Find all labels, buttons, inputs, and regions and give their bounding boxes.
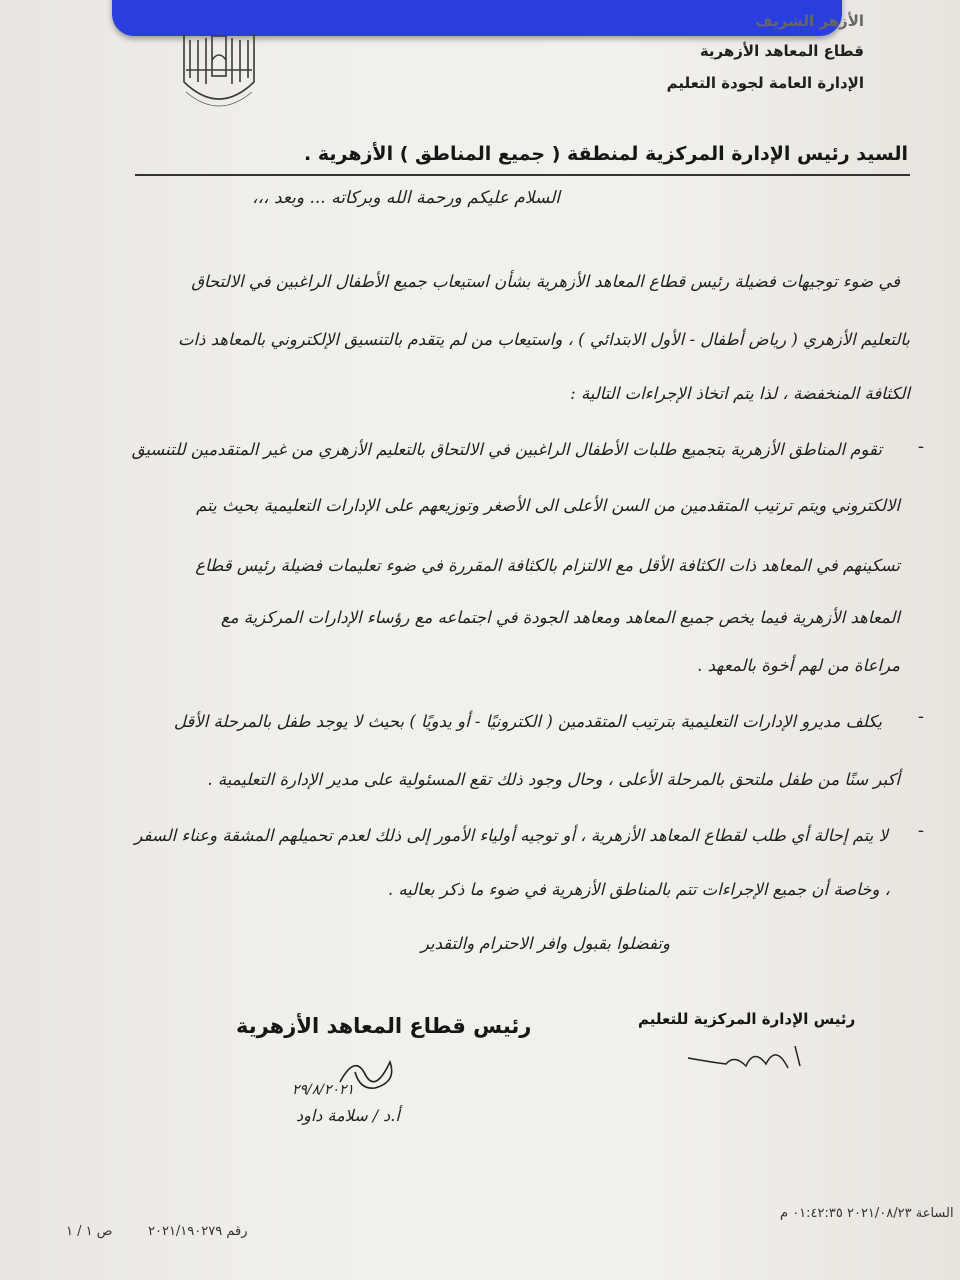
item1-line-4: المعاهد الأزهرية فيما يخص جميع المعاهد ومعاهد الجودة في اجتماعه مع رؤساء الإدارات المركزية مع xyxy=(220,608,900,627)
header-sector: قطاع المعاهد الأزهرية xyxy=(699,42,864,60)
addressee-underline xyxy=(135,174,910,176)
footer-page-number: ص ١ / ١ xyxy=(66,1224,113,1239)
signature-right-scribble xyxy=(680,1036,810,1076)
header-department: الإدارة العامة لجودة التعليم xyxy=(666,74,864,92)
greeting: السلام عليكم ورحمة الله وبركاته ... وبعد ،،، xyxy=(252,188,560,208)
intro-line-2: بالتعليم الأزهري ( رياض أطفال - الأول الابتدائي ) ، واستيعاب من لم يتقدم بالتنسيق الإلكتروني بالمعاهد ذات xyxy=(177,330,910,349)
addressee-line: السيد رئيس الإدارة المركزية لمنطقة ( جميع المناطق ) الأزهرية . xyxy=(304,143,908,165)
signature-left-date: ٢٩/٨/٢٠٢١ xyxy=(292,1082,355,1098)
item3-line-1: لا يتم إحالة أي طلب لقطاع المعاهد الأزهرية ، أو توجيه أولياء الأمور إلى ذلك لعدم تحميلهم المشقة وعناء السفر xyxy=(134,826,888,845)
item2-line-2: أكبر سنًا من طفل ملتحق بالمرحلة الأعلى ، وحال وجود ذلك تقع المسئولية على مدير الإدارة التعليمية . xyxy=(207,770,900,789)
item3-line-2: ، وخاصة أن جميع الإجراءات تتم بالمناطق الأزهرية في ضوء ما ذكر بعاليه . xyxy=(387,880,890,899)
intro-line-1: في ضوء توجيهات فضيلة رئيس قطاع المعاهد الأزهرية بشأن استيعاب جميع الأطفال الراغبين في الالتحاق xyxy=(191,272,900,291)
signature-title-left: رئيس قطاع المعاهد الأزهرية xyxy=(236,1014,532,1038)
intro-line-3: الكثافة المنخفضة ، لذا يتم اتخاذ الإجراءات التالية : xyxy=(570,384,910,403)
item1-line-5: مراعاة من لهم أخوة بالمعهد . xyxy=(697,656,900,675)
al-azhar-logo-icon xyxy=(176,30,262,118)
list-bullet: - xyxy=(917,706,924,727)
item1-line-2: الالكتروني ويتم ترتيب المتقدمين من السن الأعلى الى الأصغر وتوزيعهم على الإدارات التعليمية بحيث يتم xyxy=(196,496,900,515)
list-bullet: - xyxy=(917,436,924,457)
signature-title-right: رئيس الإدارة المركزية للتعليم xyxy=(638,1010,856,1028)
signature-left-name: أ.د / سلامة داود xyxy=(296,1106,400,1125)
item1-line-1: تقوم المناطق الأزهرية بتجميع طلبات الأطفال الراغبين في الالتحاق بالتعليم الأزهري من غير المتقدمين للتنسيق xyxy=(131,440,882,459)
closing-line: وتفضلوا بقبول وافر الاحترام والتقدير xyxy=(420,934,670,953)
footer-reference: رقم ٢٠٢١/١٩٠٢٧٩ xyxy=(148,1224,248,1239)
header-institution: الأزهر الشريف xyxy=(755,12,864,30)
list-bullet: - xyxy=(917,820,924,841)
item1-line-3: تسكينهم في المعاهد ذات الكثافة الأقل مع الالتزام بالكثافة المقررة في ضوء تعليمات فضيلة رئيس قطاع xyxy=(195,556,900,575)
item2-line-1: يكلف مديرو الإدارات التعليمية بترتيب المتقدمين ( الكترونيًا - أو يدويًا ) بحيث لا يوجد طفل بالمرحلة الأقل xyxy=(173,712,882,731)
footer-timestamp: الساعة ٢٠٢١/٠٨/٢٣ ٠١:٤٢:٣٥ م xyxy=(780,1206,954,1221)
